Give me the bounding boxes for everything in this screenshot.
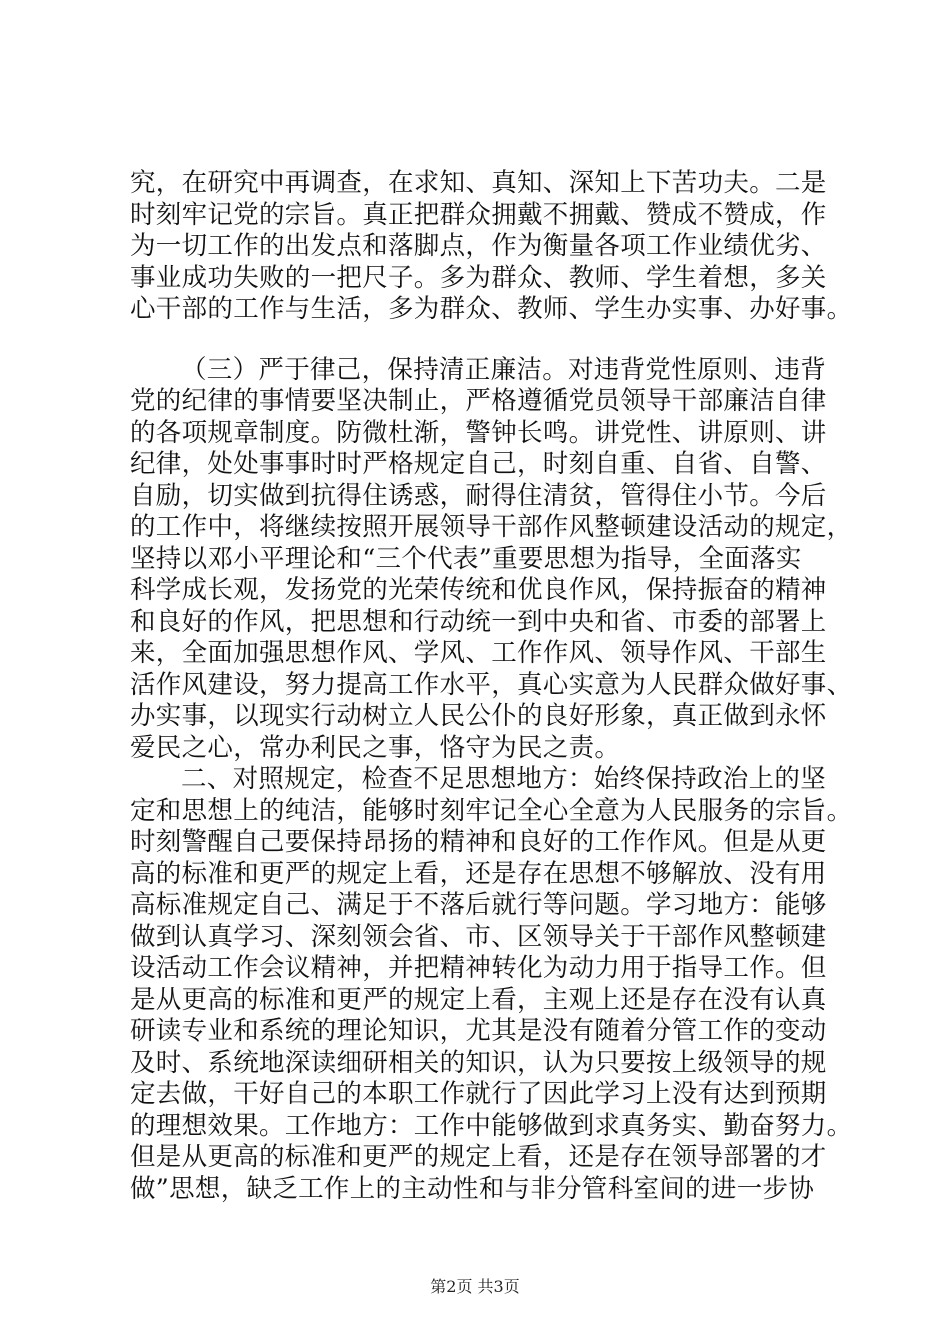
paragraph-spacer [130, 326, 830, 355]
text-line: 坚持以邓小平理论和“三个代表”重要思想为指导，全面落实 [130, 543, 802, 574]
document-body [130, 168, 853, 1205]
text-line: （三）严于律己，保持清正廉洁。对违背党性原则、违背 [181, 354, 827, 385]
page-footer [0, 1277, 950, 1297]
paragraph-2 [130, 354, 853, 765]
text-line: 二、对照规定，检查不足思想地方：始终保持政治上的坚 [181, 764, 827, 794]
text-line: 的各项规章制度。防微杜渐，警钟长鸣。讲党性、讲原则、讲 [130, 417, 827, 448]
text-line: 做到认真学习、深刻领会省、市、区领导关于干部作风整顿建 [130, 921, 827, 952]
paragraph-1 [130, 168, 853, 326]
text-line: 为一切工作的出发点和落脚点，作为衡量各项工作业绩优劣、 [130, 231, 827, 261]
text-line: 究，在研究中再调查，在求知、真知、深知上下苦功夫。二是 [130, 168, 827, 198]
text-line: 纪律，处处事事时时严格规定自己，时刻自重、自省、自警、 [130, 449, 827, 479]
text-line: 高的标准和更严的规定上看，还是存在思想不够解放、没有用 [130, 858, 827, 889]
text-line: 设活动工作会议精神，并把精神转化为动力用于指导工作。但 [130, 953, 827, 983]
text-line: 科学成长观，发扬党的光荣传统和优良作风，保持振奋的精神 [130, 575, 827, 605]
text-line: 但是从更高的标准和更严的规定上看，还是存在领导部署的才 [130, 1142, 827, 1172]
text-line: 的工作中，将继续按照开展领导干部作风整顿建设活动的规定， [130, 512, 853, 542]
text-line: 来，全面加强思想作风、学风、工作作风、领导作风、干部生 [130, 638, 827, 668]
text-line: 自励，切实做到抗得住诱惑，耐得住清贫，管得住小节。今后 [130, 480, 827, 511]
text-line: 研读专业和系统的理论知识，尤其是没有随着分管工作的变动 [130, 1016, 827, 1046]
paragraph-3 [130, 764, 853, 1205]
text-line: 高标准规定自己、满足于不落后就行等问题。学习地方：能够 [130, 890, 827, 920]
text-line: 心干部的工作与生活，多为群众、教师、学生办实事、办好事。 [130, 294, 853, 324]
text-line: 事业成功失败的一把尺子。多为群众、教师、学生着想，多关 [130, 262, 827, 293]
text-line: 定去做，干好自己的本职工作就行了因此学习上没有达到预期 [130, 1079, 827, 1109]
text-line: 活作风建设，努力提高工作水平，真心实意为人民群众做好事、 [130, 669, 853, 700]
page-number: 第2页 共3页 [430, 1277, 520, 1296]
text-line: 党的纪律的事情要坚决制止，严格遵循党员领导干部廉洁自律 [130, 386, 827, 416]
text-line: 做”思想，缺乏工作上的主动性和与非分管科室间的进一步协 [130, 1173, 815, 1204]
text-line: 办实事，以现实行动树立人民公仆的良好形象，真正做到永怀 [130, 701, 827, 731]
text-line: 爱民之心，常办利民之事，恪守为民之责。 [130, 732, 621, 763]
text-line: 是从更高的标准和更严的规定上看，主观上还是存在没有认真 [130, 984, 827, 1015]
text-line: 和良好的作风，把思想和行动统一到中央和省、市委的部署上 [130, 606, 827, 637]
text-line: 时刻牢记党的宗旨。真正把群众拥戴不拥戴、赞成不赞成，作 [130, 199, 827, 230]
text-line: 的理想效果。工作地方：工作中能够做到求真务实、勤奋努力。 [130, 1110, 853, 1141]
text-line: 及时、系统地深读细研相关的知识，认为只要按上级领导的规 [130, 1047, 827, 1078]
text-line: 时刻警醒自己要保持昂扬的精神和良好的工作作风。但是从更 [130, 827, 827, 857]
text-line: 定和思想上的纯洁，能够时刻牢记全心全意为人民服务的宗旨。 [130, 795, 853, 826]
